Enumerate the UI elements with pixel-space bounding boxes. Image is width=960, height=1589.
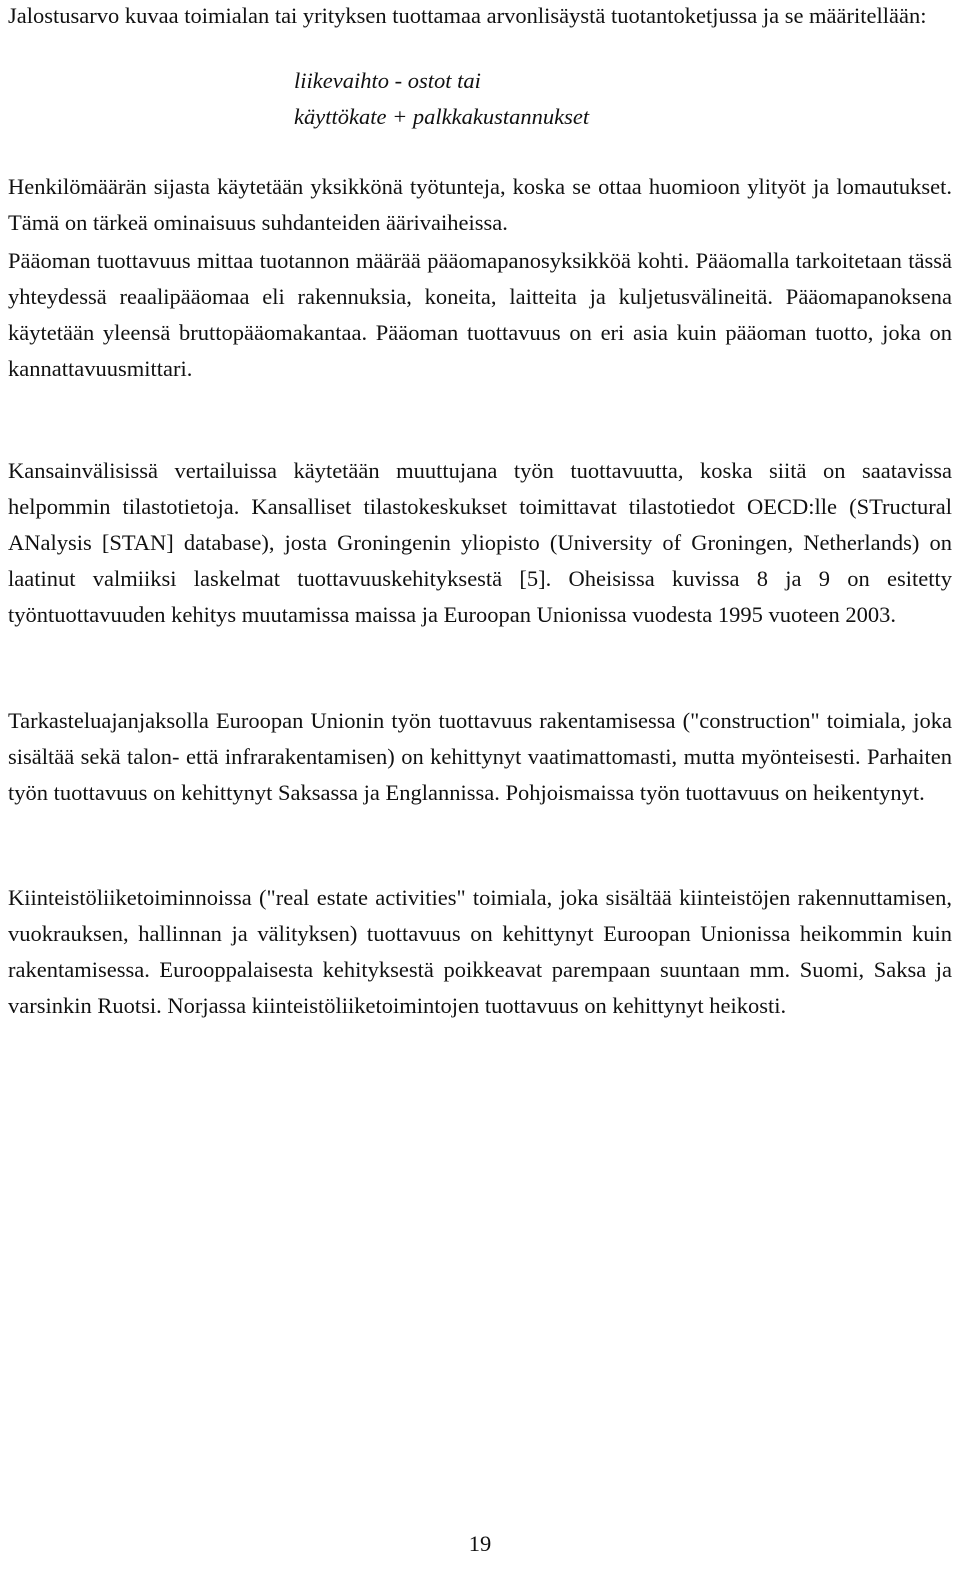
paragraph-international-comparison: Kansainvälisissä vertailuissa käytetään muuttujana työn tuottavuutta, koska siitä on saatavissa helpommin tilastotietoja. Kansalliset tilastokeskukset toimittavat tilastotiedot OECD:lle (STructural ANalysis [STAN] database), josta Groningenin yliopisto (University of Groningen, Netherlands) on laatinut valmiiksi laskelmat tuottavuuskehityksestä [5]. Oheisissa kuvissa 8 ja 9 on esitetty työntuottavuuden kehitys muutamissa maissa ja Euroopan Unionissa vuodesta 1995 vuoteen 2003. xyxy=(8,458,952,627)
formula-line-1: liikevaihto - ostot tai xyxy=(294,68,481,93)
formula-line-2: käyttökate + palkkakustannukset xyxy=(294,104,590,129)
paragraph-capital-productivity: Pääoman tuottavuus mittaa tuotannon määrää pääomapanosyksikköä kohti. Pääomalla tarkoitetaan tässä yhteydessä reaalipääomaa eli rakennuksia, koneita, laitteita ja kuljetusvälineitä. Pääomapanoksena käytetään yleensä bruttopääomakantaa. Pääoman tuottavuus on eri asia kuin pääoman tuotto, joka on kannattavuusmittari. xyxy=(8,248,952,381)
paragraph-real-estate: Kiinteistöliiketoiminnoissa ("real estate activities" toimiala, joka sisältää kiinteistöjen rakennuttamisen, vuokrauksen, hallinnan ja välityksen) tuottavuus on kehittynyt Euroopan Unionissa heikommin kuin rakentamisessa. Eurooppalaisesta kehityksestä poikkeavat parempaan suuntaan mm. Suomi, Saksa ja varsinkin Ruotsi. Norjassa kiinteistöliiketoimintojen tuottavuus on kehittynyt heikosti. xyxy=(8,885,952,1018)
page-number: 19 xyxy=(468,1531,492,1556)
paragraph-working-hours: Henkilömäärän sijasta käytetään yksikkönä työtunteja, koska se ottaa huomioon ylityöt ja lomautukset. Tämä on tärkeä ominaisuus suhdanteiden äärivaiheissa. xyxy=(8,174,952,235)
paragraph-construction: Tarkasteluajanjaksolla Euroopan Unionin työn tuottavuus rakentamisessa ("construction" toimiala, joka sisältää sekä talon- että infrarakentamisen) on kehittynyt vaatimattomasti, mutta myönteisesti. Parhaiten työn tuottavuus on kehittynyt Saksassa ja Englannissa. Pohjoismaissa työn tuottavuus on heikentynyt. xyxy=(8,708,952,805)
intro-paragraph: Jalostusarvo kuvaa toimialan tai yrityksen tuottamaa arvonlisäystä tuotantoketjussa ja se määritellään: xyxy=(8,3,927,28)
